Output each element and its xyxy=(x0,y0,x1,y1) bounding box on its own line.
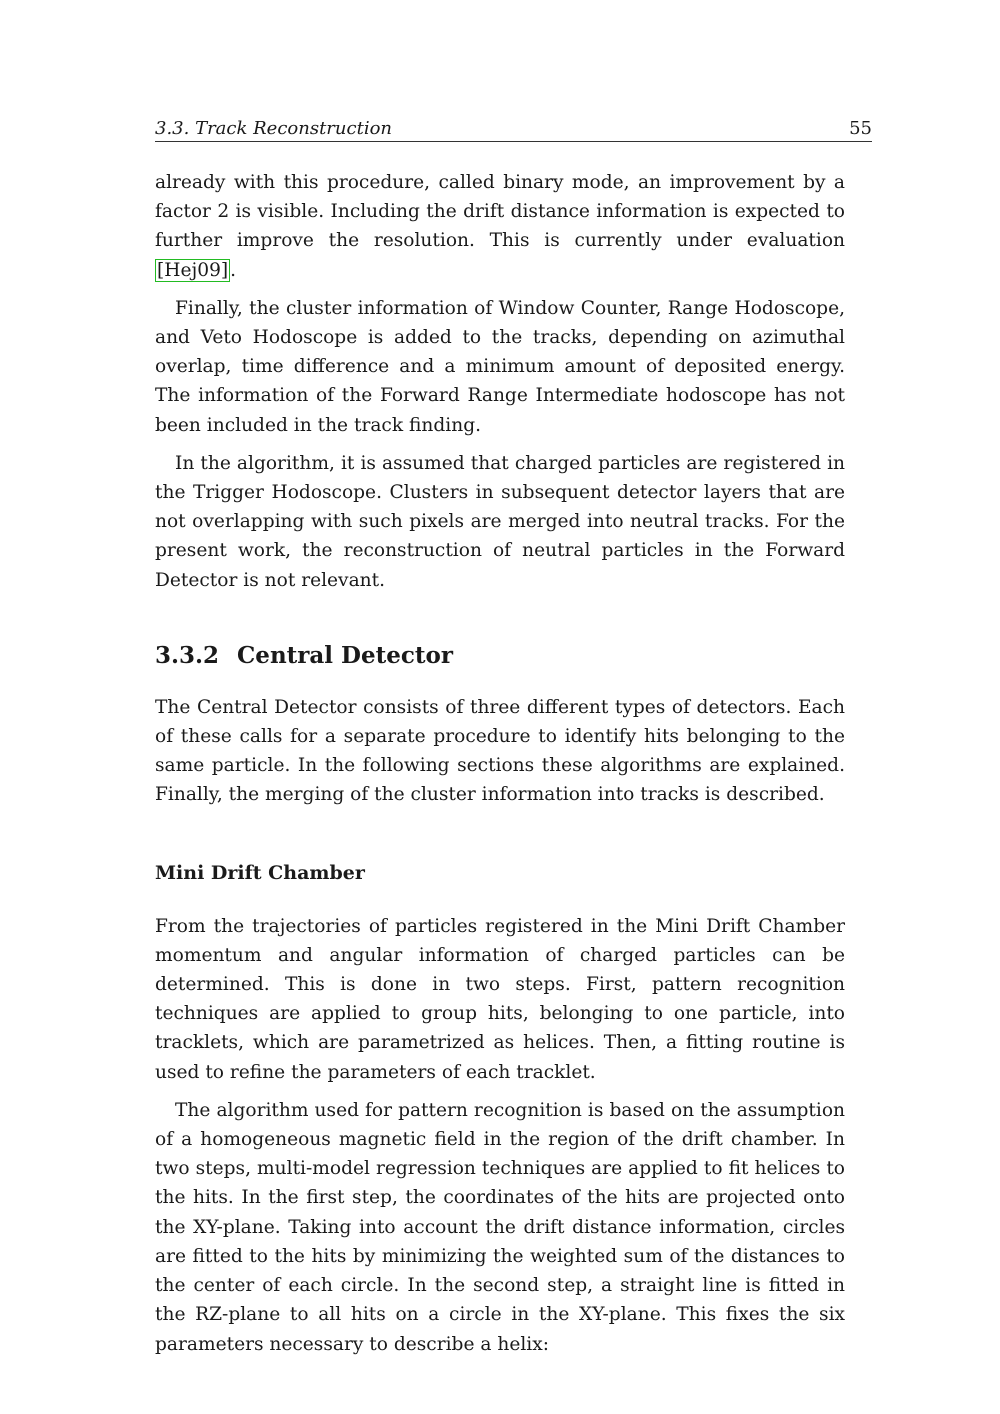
paragraph-pattern-recognition: The algorithm used for pattern recognition is based on the assumption of a homogeneous magnetic field in the region of the drift chamber. In two steps, multi-model regression techniques are applied to fit helices to the hits. In the first step, the coordinates of the hits are projected onto the XY-plane. Taking into account the drift distance information, circles are fitted to the hits by minimizing the weighted sum of the distances to the center of each circle. In the second step, a straight line is fitted in the RZ-plane to all hits on a circle in the XY-plane. This fixes the six parameters necessary to describe a helix: xyxy=(155,1099,845,1355)
running-header xyxy=(155,118,872,142)
subsection-heading-mini-drift-chamber: Mini Drift Chamber xyxy=(155,861,365,884)
page-number: 55 xyxy=(849,118,872,139)
paragraph-algorithm-assumption: In the algorithm, it is assumed that charged particles are registered in the Trigger Hodoscope. Clusters in subsequent detector layers that are not overlapping with such pixels are merged into neutral tracks. For the present work, the reconstruction of neutral particles in the Forward Detector is not relevant. xyxy=(155,452,845,591)
paragraph-binary-mode-end: . xyxy=(230,259,237,281)
paragraph-binary-mode-text: already with this procedure, called binary mode, an improvement by a factor 2 is visible. Including the drift distance information is expected to further improve the resolution. This is currently under evaluation xyxy=(155,172,845,252)
citation-link-hej09[interactable]: [Hej09] xyxy=(157,259,229,281)
section-title: Central Detector xyxy=(237,641,453,669)
page-content xyxy=(155,118,872,1359)
header-section-title: 3.3. Track Reconstruction xyxy=(155,118,393,139)
paragraph-central-detector-intro: The Central Detector consists of three different types of detectors. Each of these calls for a separate procedure to identify hits belonging to the same particle. In the following sections these algorithms are explained. Finally, the merging of the cluster information into tracks is described. xyxy=(155,696,845,806)
paragraph-binary-mode xyxy=(155,168,845,285)
paragraph-mdc-trajectories: From the trajectories of particles registered in the Mini Drift Chamber momentum and angular information of charged particles can be determined. This is done in two steps. First, pattern recognition techniques are applied to group hits, belonging to one particle, into tracklets, which are parametrized as helices. Then, a fitting routine is used to refine the parameters of each tracklet. xyxy=(155,915,845,1083)
section-heading-central-detector xyxy=(155,641,845,671)
section-number: 3.3.2 xyxy=(155,641,220,669)
paragraph-cluster-information: Finally, the cluster information of Window Counter, Range Hodoscope, and Veto Hodoscope is added to the tracks, depending on azimuthal overlap, time difference and a minimum amount of deposited energy. The information of the Forward Range Intermediate hodoscope has not been included in the track finding. xyxy=(155,297,845,436)
